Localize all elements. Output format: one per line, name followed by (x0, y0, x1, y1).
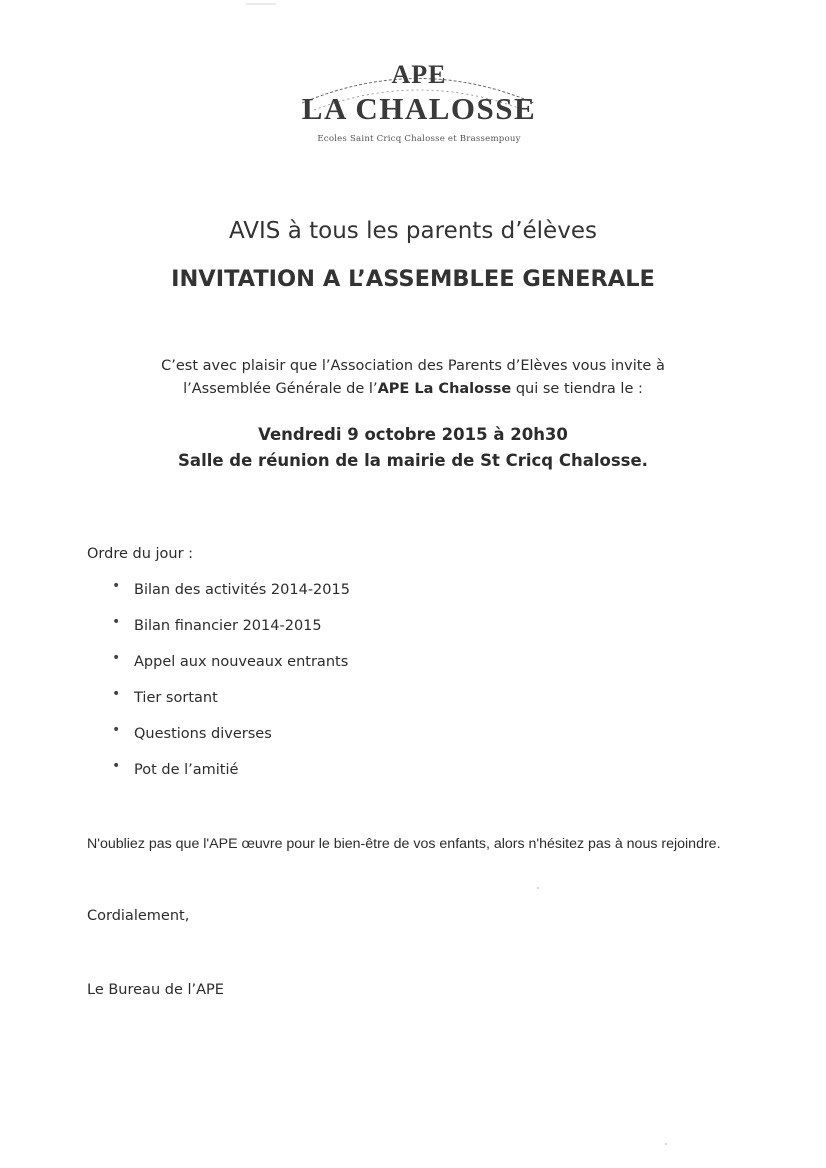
signature: Le Bureau de l’APE (87, 982, 224, 998)
bullet-icon: • (112, 758, 121, 774)
agenda-item (110, 614, 350, 654)
bullet-icon: • (112, 614, 121, 630)
logo-title-chalosse: LA CHALOSSE (301, 91, 537, 126)
agenda-title: Ordre du jour : (87, 546, 194, 562)
ape-logo (296, 58, 542, 158)
closing-salutation: Cordialement, (87, 908, 190, 924)
invitation-title: INVITATION A L’ASSEMBLEE GENERALE (171, 266, 655, 292)
event-place: Salle de réunion de la mairie de St Cricq Chalosse. (178, 451, 648, 470)
scan-artifact (665, 1143, 667, 1145)
agenda-item-label: Tier sortant (134, 690, 218, 706)
notice-heading: AVIS à tous les parents d’élèves (229, 218, 597, 244)
bullet-icon: • (112, 578, 121, 594)
agenda-item-label: Bilan financier 2014-2015 (134, 618, 322, 634)
agenda-item-label: Bilan des activités 2014-2015 (134, 582, 350, 598)
agenda-item-label: Pot de l’amitié (134, 762, 239, 778)
bullet-icon: • (112, 686, 121, 702)
intro-line-2-end: qui se tiendra le : (511, 381, 643, 397)
intro-line-1: C’est avec plaisir que l’Association des Parents d’Elèves vous invite à (161, 358, 665, 374)
logo-title-ape: APE (391, 60, 447, 89)
association-name: APE La Chalosse (377, 381, 512, 397)
agenda-item-label: Appel aux nouveaux entrants (134, 654, 349, 670)
intro-line-2-start: l’Assemblée Générale de l’ (183, 381, 378, 397)
bullet-icon: • (112, 650, 121, 666)
agenda-item (110, 758, 350, 798)
agenda-list (110, 578, 350, 798)
intro-line-2 (0, 381, 826, 397)
agenda-item (110, 578, 350, 618)
bullet-icon: • (112, 722, 121, 738)
agenda-item (110, 650, 350, 690)
agenda-item-label: Questions diverses (134, 726, 272, 742)
scan-artifact (246, 3, 276, 5)
closing-reminder: N'oubliez pas que l'APE œuvre pour le bien-être de vos enfants, alors n'hésitez pas à nous rejoindre. (87, 836, 721, 852)
event-date: Vendredi 9 octobre 2015 à 20h30 (258, 425, 568, 444)
scan-artifact (537, 887, 539, 889)
agenda-item (110, 722, 350, 762)
logo-subtitle: Ecoles Saint Cricq Chalosse et Brassempouy (317, 134, 521, 144)
agenda-item (110, 686, 350, 726)
